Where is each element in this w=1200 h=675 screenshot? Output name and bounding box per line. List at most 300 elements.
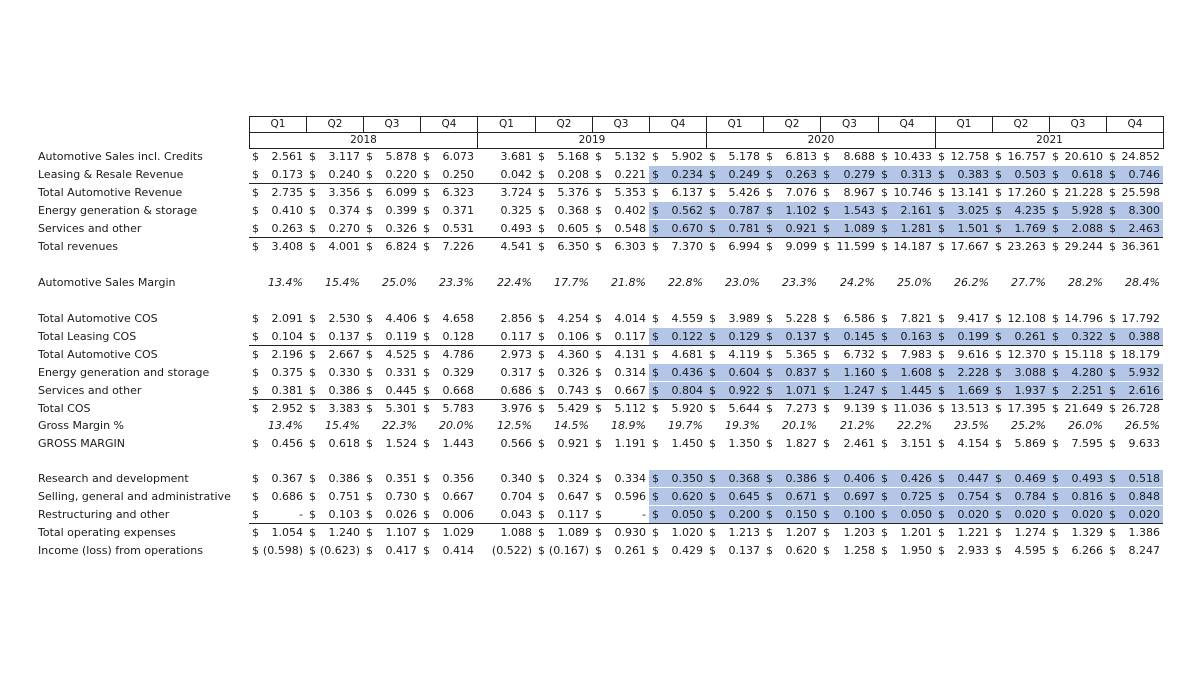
currency-symbol: $ — [938, 384, 945, 397]
cell-value: 0.129 — [728, 330, 760, 343]
cell-value: 0.322 — [1071, 330, 1103, 343]
cell-value: 0.234 — [671, 168, 703, 181]
currency-symbol: $ — [995, 366, 1002, 379]
value-cell — [1106, 274, 1163, 291]
value-cell — [363, 417, 420, 434]
currency-symbol: $ — [995, 384, 1002, 397]
cell-value: 22.4% — [497, 276, 532, 289]
cell-value: 0.402 — [614, 204, 646, 217]
currency-symbol: $ — [309, 150, 316, 163]
value-cell — [992, 506, 1049, 523]
currency-symbol: $ — [995, 544, 1002, 557]
value-cell — [420, 364, 477, 381]
value-cell — [477, 274, 535, 291]
value-cell — [477, 238, 535, 255]
cell-value: 0.249 — [728, 168, 760, 181]
cell-value: 21.649 — [1064, 402, 1103, 415]
value-cell — [706, 400, 763, 417]
currency-symbol: $ — [309, 348, 316, 361]
cell-value: 6.266 — [1071, 544, 1103, 557]
value-cell — [363, 148, 420, 165]
cell-value: 5.869 — [1014, 437, 1046, 450]
cell-value: 23.3% — [782, 276, 817, 289]
currency-symbol: $ — [938, 186, 945, 199]
value-cell — [1049, 364, 1106, 381]
value-cell — [1049, 488, 1106, 505]
value-cell — [592, 542, 649, 559]
row-label: Energy generation and storage — [38, 366, 210, 379]
currency-symbol: $ — [709, 186, 716, 199]
value-cell — [763, 346, 820, 363]
currency-symbol: $ — [538, 168, 545, 181]
currency-symbol: $ — [823, 240, 830, 253]
cell-value: 0.667 — [614, 384, 646, 397]
cell-value: 5.928 — [1071, 204, 1103, 217]
value-cell — [649, 417, 706, 434]
value-cell — [249, 184, 306, 201]
currency-symbol: $ — [1052, 437, 1059, 450]
cell-value: 0.020 — [957, 508, 989, 521]
row-label: Services and other — [38, 222, 142, 235]
currency-symbol: $ — [309, 490, 316, 503]
currency-symbol: $ — [252, 508, 259, 521]
value-cell — [649, 220, 706, 237]
currency-symbol: $ — [766, 240, 773, 253]
value-cell — [1049, 184, 1106, 201]
cell-value: 4.001 — [328, 240, 360, 253]
cell-value: 16.757 — [1007, 150, 1046, 163]
cell-value: 2.952 — [271, 402, 303, 415]
currency-symbol: $ — [995, 150, 1002, 163]
cell-value: 5.178 — [728, 150, 760, 163]
value-cell — [935, 417, 992, 434]
currency-symbol: $ — [309, 366, 316, 379]
value-cell — [477, 488, 535, 505]
cell-value: 0.388 — [1128, 330, 1160, 343]
value-cell — [249, 238, 306, 255]
cell-value: 20.0% — [439, 419, 474, 432]
cell-value: 6.350 — [557, 240, 589, 253]
value-cell — [477, 435, 535, 452]
value-cell — [363, 488, 420, 505]
value-cell — [820, 166, 878, 183]
value-cell — [1049, 310, 1106, 327]
value-cell — [820, 506, 878, 523]
value-cell — [763, 148, 820, 165]
cell-value: 0.668 — [442, 384, 474, 397]
cell-value: 13.4% — [268, 276, 303, 289]
value-cell — [420, 400, 477, 417]
cell-value: 1.827 — [785, 437, 817, 450]
value-cell — [249, 148, 306, 165]
currency-symbol: $ — [709, 150, 716, 163]
value-cell — [992, 524, 1049, 541]
cell-value: 17.7% — [554, 276, 589, 289]
value-cell — [763, 435, 820, 452]
value-cell — [420, 274, 477, 291]
cell-value: 0.117 — [557, 508, 589, 521]
value-cell — [249, 382, 306, 399]
cell-value: 12.370 — [1007, 348, 1046, 361]
value-cell — [706, 328, 763, 345]
cell-value: 1.937 — [1014, 384, 1046, 397]
currency-symbol: $ — [709, 366, 716, 379]
quarter-header: Q4 — [878, 116, 936, 133]
cell-value: 1.191 — [614, 437, 646, 450]
cell-value: 0.848 — [1128, 490, 1160, 503]
cell-value: 1.207 — [785, 526, 817, 539]
cell-value: 0.261 — [614, 544, 646, 557]
cell-value: 22.8% — [668, 276, 703, 289]
row-label: Automotive Sales incl. Credits — [38, 150, 203, 163]
currency-symbol: $ — [595, 384, 602, 397]
cell-value: 0.104 — [271, 330, 303, 343]
currency-symbol: $ — [366, 186, 373, 199]
value-cell — [249, 506, 306, 523]
value-cell — [649, 524, 706, 541]
currency-symbol: $ — [1109, 312, 1116, 325]
value-cell — [306, 148, 363, 165]
currency-symbol: $ — [766, 402, 773, 415]
currency-symbol: $ — [938, 204, 945, 217]
row-label: Total revenues — [38, 240, 118, 253]
value-cell — [306, 524, 363, 541]
cell-value: 25.598 — [1121, 186, 1160, 199]
value-cell — [1106, 488, 1163, 505]
value-cell — [820, 202, 878, 219]
value-cell — [592, 488, 649, 505]
value-cell — [592, 417, 649, 434]
currency-symbol: $ — [652, 150, 659, 163]
currency-symbol: $ — [1109, 472, 1116, 485]
cell-value: 7.821 — [900, 312, 932, 325]
currency-symbol: $ — [252, 544, 259, 557]
cell-value: 7.983 — [900, 348, 932, 361]
currency-symbol: $ — [823, 508, 830, 521]
cell-value: 0.410 — [271, 204, 303, 217]
value-cell — [706, 470, 763, 487]
cell-value: 1.071 — [785, 384, 817, 397]
cell-value: 1.669 — [957, 384, 989, 397]
cell-value: 0.445 — [385, 384, 417, 397]
cell-value: 3.356 — [328, 186, 360, 199]
currency-symbol: $ — [366, 402, 373, 415]
currency-symbol: $ — [252, 168, 259, 181]
value-cell — [592, 524, 649, 541]
cell-value: 0.730 — [385, 490, 417, 503]
cell-value: 4.595 — [1014, 544, 1046, 557]
value-cell — [820, 310, 878, 327]
cell-value: 3.681 — [500, 150, 532, 163]
value-cell — [535, 310, 592, 327]
value-cell — [935, 274, 992, 291]
cell-value: 7.076 — [785, 186, 817, 199]
cell-value: 5.878 — [385, 150, 417, 163]
cell-value: 21.8% — [611, 276, 646, 289]
cell-value: 26.5% — [1125, 419, 1160, 432]
value-cell — [1049, 417, 1106, 434]
cell-value: 0.921 — [785, 222, 817, 235]
value-cell — [306, 470, 363, 487]
currency-symbol: $ — [252, 150, 259, 163]
value-cell — [249, 364, 306, 381]
cell-value: 0.137 — [785, 330, 817, 343]
cell-value: 2.530 — [328, 312, 360, 325]
value-cell — [363, 470, 420, 487]
cell-value: 0.117 — [500, 330, 532, 343]
value-cell — [306, 435, 363, 452]
value-cell — [535, 417, 592, 434]
value-cell — [592, 400, 649, 417]
currency-symbol: $ — [595, 312, 602, 325]
value-cell — [935, 148, 992, 165]
currency-symbol: $ — [766, 150, 773, 163]
cell-value: 2.463 — [1128, 222, 1160, 235]
cell-value: 0.329 — [442, 366, 474, 379]
row-label: Total Automotive COS — [38, 312, 158, 325]
value-cell — [992, 400, 1049, 417]
cell-value: 4.154 — [957, 437, 989, 450]
currency-symbol: $ — [1052, 348, 1059, 361]
currency-symbol: $ — [995, 348, 1002, 361]
cell-value: 25.0% — [897, 276, 932, 289]
value-cell — [935, 542, 992, 559]
cell-value: 4.658 — [442, 312, 474, 325]
currency-symbol: $ — [423, 402, 430, 415]
cell-value: 1.088 — [500, 526, 532, 539]
currency-symbol: $ — [1052, 526, 1059, 539]
row-label: Income (loss) from operations — [38, 544, 203, 557]
cell-value: 0.386 — [328, 472, 360, 485]
value-cell — [763, 364, 820, 381]
cell-value: 3.383 — [328, 402, 360, 415]
cell-value: 23.5% — [954, 419, 989, 432]
cell-value: 0.334 — [614, 472, 646, 485]
value-cell — [363, 506, 420, 523]
currency-symbol: $ — [1109, 490, 1116, 503]
cell-value: 0.414 — [442, 544, 474, 557]
value-cell — [820, 470, 878, 487]
currency-symbol: $ — [252, 472, 259, 485]
value-cell — [763, 166, 820, 183]
value-cell — [477, 400, 535, 417]
currency-symbol: $ — [1109, 348, 1116, 361]
value-cell — [649, 184, 706, 201]
value-cell — [535, 202, 592, 219]
value-cell — [420, 346, 477, 363]
cell-value: 0.150 — [785, 508, 817, 521]
value-cell — [306, 542, 363, 559]
cell-value: 0.406 — [843, 472, 875, 485]
cell-value: (0.522) — [491, 544, 532, 557]
currency-symbol: $ — [938, 508, 945, 521]
cell-value: 2.461 — [843, 437, 875, 450]
value-cell — [992, 435, 1049, 452]
cell-value: 0.620 — [785, 544, 817, 557]
currency-symbol: $ — [823, 544, 830, 557]
cell-value: 5.301 — [385, 402, 417, 415]
currency-symbol: $ — [595, 204, 602, 217]
value-cell — [420, 506, 477, 523]
currency-symbol: $ — [709, 508, 716, 521]
value-cell — [992, 542, 1049, 559]
value-cell — [1106, 435, 1163, 452]
value-cell — [935, 220, 992, 237]
cell-value: 0.754 — [957, 490, 989, 503]
cell-value: 0.562 — [671, 204, 703, 217]
cell-value: 6.813 — [785, 150, 817, 163]
cell-value: 0.137 — [728, 544, 760, 557]
cell-value: 3.117 — [328, 150, 360, 163]
currency-symbol: $ — [766, 222, 773, 235]
value-cell — [535, 542, 592, 559]
value-cell — [1106, 382, 1163, 399]
value-cell — [935, 310, 992, 327]
cell-value: 0.686 — [271, 490, 303, 503]
row-label: Services and other — [38, 384, 142, 397]
cell-value: 4.786 — [442, 348, 474, 361]
currency-symbol: $ — [366, 508, 373, 521]
currency-symbol: $ — [1109, 437, 1116, 450]
currency-symbol: $ — [1109, 330, 1116, 343]
value-cell — [477, 382, 535, 399]
value-cell — [363, 435, 420, 452]
value-cell — [649, 238, 706, 255]
value-cell — [935, 238, 992, 255]
value-cell — [992, 382, 1049, 399]
cell-value: 1.203 — [843, 526, 875, 539]
cell-value: 4.280 — [1071, 366, 1103, 379]
cell-value: 5.644 — [728, 402, 760, 415]
currency-symbol: $ — [652, 526, 659, 539]
value-cell — [1049, 148, 1106, 165]
currency-symbol: $ — [366, 204, 373, 217]
cell-value: 0.371 — [442, 204, 474, 217]
currency-symbol: $ — [1109, 384, 1116, 397]
currency-symbol: $ — [881, 186, 888, 199]
value-cell — [477, 148, 535, 165]
value-cell — [1106, 417, 1163, 434]
cell-value: 2.091 — [271, 312, 303, 325]
currency-symbol: $ — [366, 150, 373, 163]
value-cell — [420, 382, 477, 399]
currency-symbol: $ — [766, 312, 773, 325]
cell-value: 2.735 — [271, 186, 303, 199]
value-cell — [649, 542, 706, 559]
cell-value: 0.596 — [614, 490, 646, 503]
cell-value: 0.208 — [557, 168, 589, 181]
cell-value: 1.201 — [900, 526, 932, 539]
value-cell — [935, 184, 992, 201]
row-label: Total Automotive Revenue — [38, 186, 183, 199]
currency-symbol: $ — [766, 490, 773, 503]
currency-symbol: $ — [1109, 150, 1116, 163]
cell-value: 0.620 — [671, 490, 703, 503]
value-cell — [649, 202, 706, 219]
row-label: Automotive Sales Margin — [38, 276, 176, 289]
currency-symbol: $ — [538, 366, 545, 379]
cell-value: 0.317 — [500, 366, 532, 379]
cell-value: 0.743 — [557, 384, 589, 397]
cell-value: 0.106 — [557, 330, 589, 343]
value-cell — [249, 310, 306, 327]
cell-value: 0.645 — [728, 490, 760, 503]
cell-value: 0.548 — [614, 222, 646, 235]
currency-symbol: $ — [309, 222, 316, 235]
currency-symbol: $ — [995, 526, 1002, 539]
cell-value: 20.610 — [1064, 150, 1103, 163]
value-cell — [878, 346, 935, 363]
value-cell — [592, 274, 649, 291]
cell-value: 6.994 — [728, 240, 760, 253]
cell-value: 7.595 — [1071, 437, 1103, 450]
cell-value: 0.784 — [1014, 490, 1046, 503]
cell-value: 9.099 — [785, 240, 817, 253]
currency-symbol: $ — [995, 240, 1002, 253]
value-cell — [420, 435, 477, 452]
cell-value: 21.2% — [840, 419, 875, 432]
cell-value: 4.254 — [557, 312, 589, 325]
currency-symbol: $ — [938, 312, 945, 325]
value-cell — [363, 382, 420, 399]
cell-value: 3.025 — [957, 204, 989, 217]
value-cell — [1049, 542, 1106, 559]
cell-value: 2.973 — [500, 348, 532, 361]
cell-value: 1.443 — [442, 437, 474, 450]
cell-value: 1.247 — [843, 384, 875, 397]
cell-value: 0.324 — [557, 472, 589, 485]
currency-symbol: $ — [938, 240, 945, 253]
value-cell — [592, 506, 649, 523]
cell-value: 26.0% — [1068, 419, 1103, 432]
currency-symbol: $ — [652, 437, 659, 450]
value-cell — [249, 417, 306, 434]
value-cell — [535, 166, 592, 183]
value-cell — [592, 238, 649, 255]
row-label: Gross Margin % — [38, 419, 125, 432]
cell-value: 0.503 — [1014, 168, 1046, 181]
quarter-header: Q1 — [935, 116, 993, 133]
currency-symbol: $ — [1109, 508, 1116, 521]
quarter-header: Q4 — [649, 116, 707, 133]
value-cell — [249, 220, 306, 237]
currency-symbol: $ — [309, 526, 316, 539]
value-cell — [363, 328, 420, 345]
cell-value: 2.161 — [900, 204, 932, 217]
value-cell — [820, 220, 878, 237]
value-cell — [1106, 202, 1163, 219]
cell-value: 6.732 — [843, 348, 875, 361]
cell-value: 2.088 — [1071, 222, 1103, 235]
value-cell — [763, 184, 820, 201]
cell-value: 1.221 — [957, 526, 989, 539]
currency-symbol: $ — [709, 384, 716, 397]
currency-symbol: $ — [423, 312, 430, 325]
value-cell — [592, 364, 649, 381]
value-cell — [878, 184, 935, 201]
value-cell — [1106, 542, 1163, 559]
value-cell — [935, 488, 992, 505]
value-cell — [306, 346, 363, 363]
currency-symbol: $ — [938, 437, 945, 450]
currency-symbol: $ — [538, 490, 545, 503]
cell-value: 0.605 — [557, 222, 589, 235]
value-cell — [763, 274, 820, 291]
value-cell — [420, 184, 477, 201]
value-cell — [306, 400, 363, 417]
quarter-header: Q4 — [420, 116, 478, 133]
cell-value: 14.187 — [893, 240, 932, 253]
